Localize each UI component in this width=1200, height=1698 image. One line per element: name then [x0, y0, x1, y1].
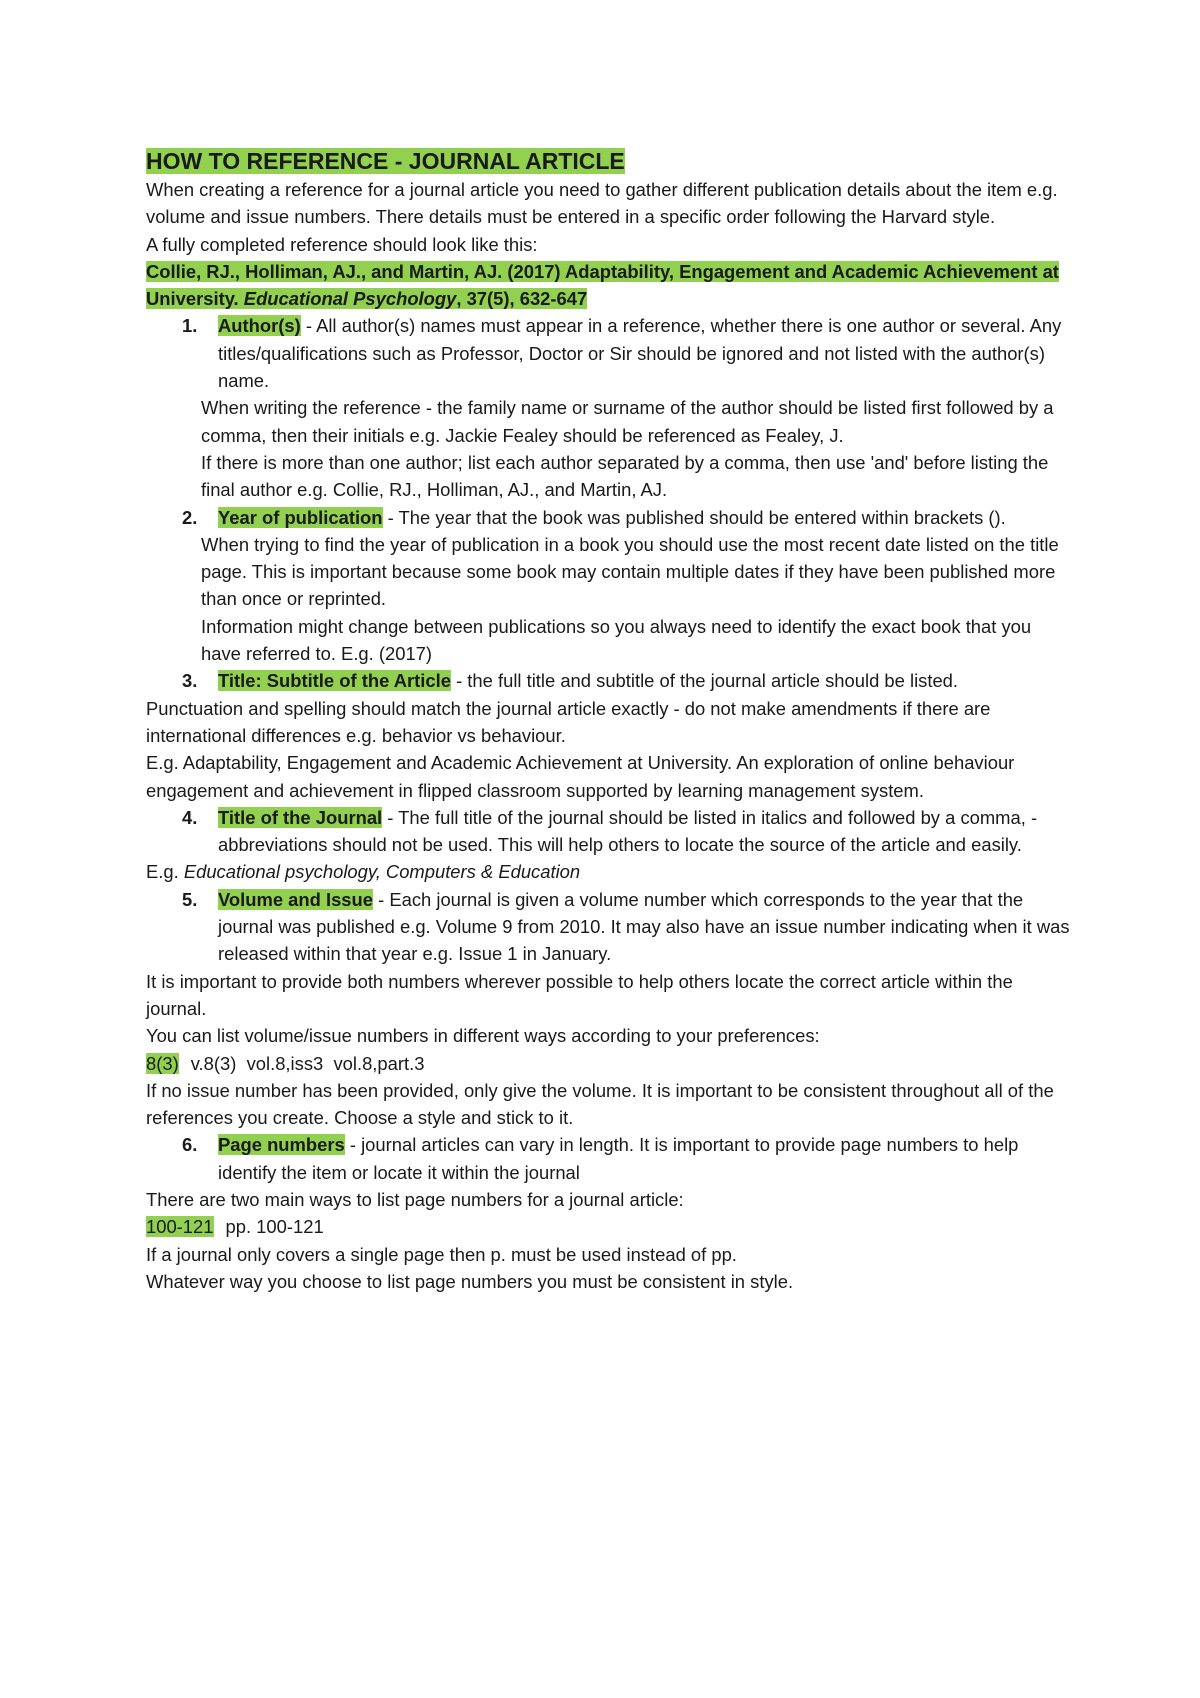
- journal-title-example: E.g. Educational psychology, Computers & Education: [146, 861, 581, 883]
- article-title-example: E.g. Adaptability, Engagement and Academic Achievement at University. An exploration of online behaviour engagement and achievement in flipped classroom supported by learning management system.: [146, 752, 1015, 801]
- list-item-year: 2. Year of publication - The year that the book was published should be entered within brackets ().: [182, 506, 1006, 528]
- document-body: [146, 146, 1076, 1295]
- item-label: Author(s): [218, 315, 301, 337]
- volume-note: If no issue number has been provided, only give the volume. It is important to be consistent throughout all of the references you create. Choose a style and stick to it.: [146, 1079, 1054, 1129]
- example-journal: Educational Psychology: [243, 288, 457, 310]
- example-reference: Collie, RJ., Holliman, AJ., and Martin, AJ. (2017) Adaptability, Engagement and Academic Achievement at University. Educational Psychology, 37(5), 632-647: [146, 260, 1059, 310]
- item-label: Year of publication: [218, 506, 383, 528]
- list-item-article-title: 3. Title: Subtitle of the Article - the full title and subtitle of the journal article should be listed.: [182, 670, 959, 692]
- year-note: Information might change between publications so you always need to identify the exact book that you have referred to. E.g. (2017): [201, 615, 1032, 665]
- intro-paragraph: When creating a reference for a journal article you need to gather different publication details about the item e.g. volume and issue numbers. There details must be entered in a specific order following the Harvard style.: [146, 179, 1058, 228]
- list-item-volume-issue: 5. Volume and Issue - Each journal is given a volume number which corresponds to the year that the journal was published e.g. Volume 9 from 2010. It may also have an issue number indicating when it was released within that year e.g. Issue 1 in January.: [182, 888, 1070, 965]
- page-numbers-note: If a journal only covers a single page then p. must be used instead of pp.: [146, 1243, 737, 1265]
- list-item-page-numbers: 6. Page numbers - journal articles can vary in length. It is important to provide page numbers to help identify the item or locate it within the journal: [182, 1134, 1019, 1183]
- intro-lead: A fully completed reference should look like this:: [146, 233, 538, 255]
- page-numbers-formats: 100-121 pp. 100-121: [146, 1216, 324, 1238]
- year-note: When trying to find the year of publication in a book you should use the most recent date listed on the title page. This is important because some book may contain multiple dates if they have been published more than once or reprinted.: [201, 533, 1059, 610]
- article-title-note: Punctuation and spelling should match the journal article exactly - do not make amendments if there are international differences e.g. behavior vs behaviour.: [146, 697, 991, 746]
- authors-note: If there is more than one author; list each author separated by a comma, then use 'and' before listing the final author e.g. Collie, RJ., Holliman, AJ., and Martin, AJ.: [201, 451, 1049, 501]
- authors-note: When writing the reference - the family name or surname of the author should be listed first followed by a comma, then their initials e.g. Jackie Fealey should be referenced as Fealey, J.: [201, 397, 1054, 446]
- page-numbers-note: There are two main ways to list page numbers for a journal article:: [146, 1188, 684, 1210]
- page-numbers-note: Whatever way you choose to list page numbers you must be consistent in style.: [146, 1270, 794, 1292]
- item-label: Title of the Journal: [218, 806, 383, 828]
- list-item-journal-title: 4. Title of the Journal - The full title of the journal should be listed in italics and followed by a comma, - abbreviations should not be used. This will help others to locate the source of the article and easily.: [182, 806, 1038, 856]
- volume-formats: 8(3) v.8(3) vol.8,iss3 vol.8,part.3: [146, 1052, 425, 1074]
- item-label: Page numbers: [218, 1134, 345, 1156]
- page-title: HOW TO REFERENCE - JOURNAL ARTICLE: [146, 148, 625, 174]
- item-label: Volume and Issue: [218, 888, 373, 910]
- item-label: Title: Subtitle of the Article: [218, 670, 451, 692]
- volume-note: You can list volume/issue numbers in different ways according to your preferences:: [146, 1025, 820, 1047]
- list-item-authors: 1. Author(s) - All author(s) names must appear in a reference, whether there is one author or several. Any titles/qualifications such as Professor, Doctor or Sir should be ignored and not listed with the author(s) name.: [182, 315, 1062, 392]
- volume-note: It is important to provide both numbers wherever possible to help others locate the correct article within the journal.: [146, 970, 1013, 1019]
